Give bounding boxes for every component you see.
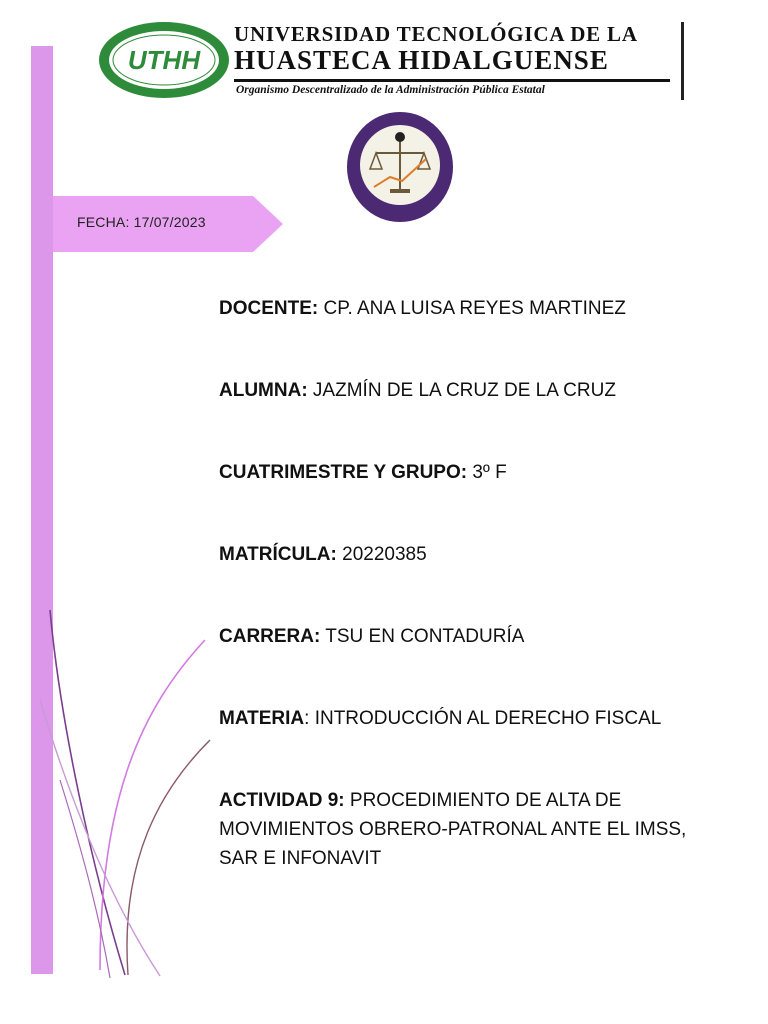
cuatrimestre-label: CUATRIMESTRE Y GRUPO: [219, 462, 468, 483]
cuatrimestre-value: 3º F [467, 462, 507, 483]
header-rule [234, 79, 670, 82]
date-label: FECHA: 17/07/2023 [77, 214, 206, 230]
decorative-curves [0, 600, 220, 980]
materia-label: MATERIA [219, 708, 305, 729]
carrera-field [219, 622, 719, 651]
materia-field [219, 704, 719, 733]
university-name-line2: HUASTECA HIDALGUENSE [234, 45, 609, 75]
matricula-value: 20220385 [336, 544, 427, 565]
actividad-value: PROCEDIMIENTO DE ALTA DE MOVIMIENTOS OBRERO-PATRONAL ANTE EL IMSS, SAR E INFONAVIT [219, 790, 687, 869]
uthh-logo [97, 20, 231, 100]
university-header [234, 22, 686, 100]
alumna-field [219, 376, 719, 405]
alumna-value: JAZMÍN DE LA CRUZ DE LA CRUZ [307, 380, 616, 401]
docente-field [219, 294, 719, 323]
carrera-label: CARRERA: [219, 626, 321, 647]
docente-label: DOCENTE: [219, 298, 319, 319]
alumna-label: ALUMNA: [219, 380, 308, 401]
actividad-label: ACTIVIDAD 9: [219, 790, 345, 811]
carrera-value: TSU EN CONTADURÍA [320, 626, 525, 647]
cuatrimestre-field [219, 458, 719, 487]
matricula-field [219, 540, 719, 569]
header-vertical-rule [681, 22, 684, 100]
matricula-label: MATRÍCULA: [219, 544, 337, 565]
university-subtitle: Organismo Descentralizado de la Administración Pública Estatal [236, 84, 545, 96]
university-name-line1: UNIVERSIDAD TECNOLÓGICA DE LA [234, 22, 638, 46]
uthh-logo-letters: UTHH [127, 45, 201, 75]
materia-value: : INTRODUCCIÓN AL DERECHO FISCAL [304, 708, 662, 729]
tsu-contaduria-seal [346, 111, 454, 223]
actividad-field [219, 786, 699, 873]
docente-value: CP. ANA LUISA REYES MARTINEZ [318, 298, 626, 319]
